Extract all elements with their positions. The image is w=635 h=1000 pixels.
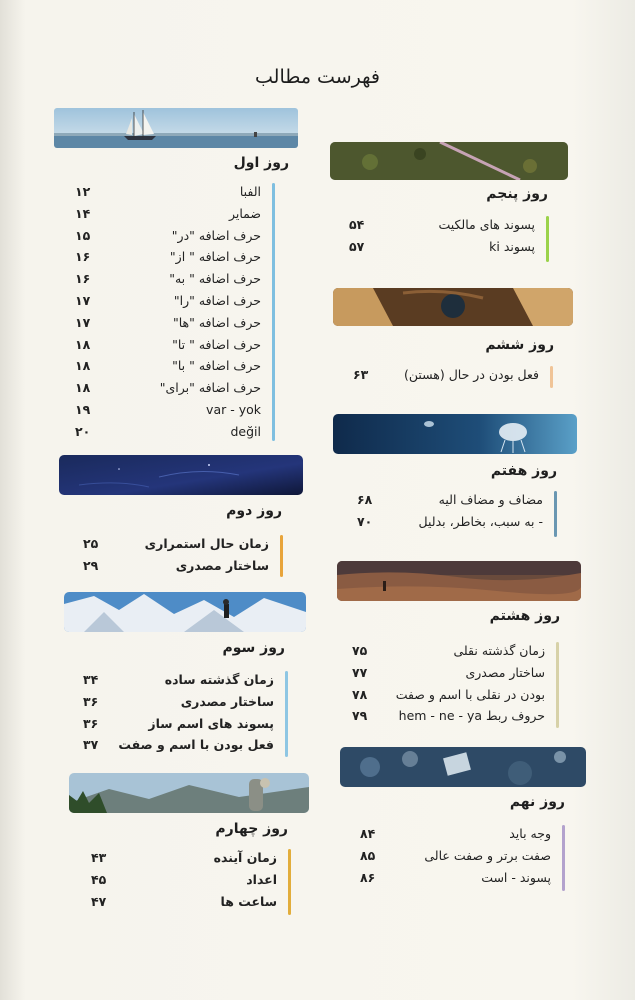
entry-page-number: ۵۷ bbox=[349, 238, 365, 254]
entry-page-number: ۱۸ bbox=[75, 336, 91, 352]
entry-label: değil bbox=[230, 423, 261, 439]
entry-page-number: ۸۶ bbox=[360, 869, 376, 885]
day-5-entries bbox=[349, 214, 549, 258]
entry-page-number: ۵۴ bbox=[349, 217, 365, 232]
entry-label: وجه باید bbox=[509, 826, 551, 841]
underwater-diver-image bbox=[340, 747, 586, 787]
entry-page-number: ۱۶ bbox=[75, 249, 91, 265]
list-item bbox=[353, 364, 553, 386]
list-item bbox=[357, 489, 557, 511]
entry-label: حرف اضافه "را" bbox=[173, 292, 261, 308]
list-item bbox=[75, 246, 275, 268]
jellyfish-image bbox=[333, 414, 577, 454]
list-item bbox=[91, 891, 291, 913]
entry-page-number: ۷۵ bbox=[352, 643, 368, 658]
entry-label: ساختار مصدری bbox=[175, 557, 269, 573]
list-item bbox=[83, 669, 288, 691]
day-7-title: روز هفتم bbox=[490, 463, 557, 479]
day-1-title: روز اول bbox=[233, 155, 289, 171]
entry-label: الفبا bbox=[239, 184, 261, 199]
entry-page-number: ۱۵ bbox=[75, 227, 91, 243]
snow-climber-image bbox=[64, 592, 306, 632]
entry-page-number: ۷۸ bbox=[352, 686, 368, 702]
entry-label: حروف ربط hem - ne - ya bbox=[398, 708, 545, 724]
list-item bbox=[83, 713, 288, 735]
day-2-title: روز دوم bbox=[226, 503, 282, 519]
entry-page-number: ۴۳ bbox=[91, 850, 107, 865]
day-7-entries bbox=[357, 489, 557, 533]
canyon-image bbox=[333, 288, 573, 326]
list-item bbox=[83, 691, 288, 713]
desert-canyon-image bbox=[337, 561, 581, 601]
list-item bbox=[352, 705, 559, 727]
entry-label: حرف اضافه "برای" bbox=[159, 380, 261, 396]
entry-label: زمان گذشته ساده bbox=[164, 672, 274, 687]
entry-label: صفت برتر و صفت عالی bbox=[424, 847, 551, 863]
entry-page-number: ۱۲ bbox=[75, 184, 91, 199]
day-4-title: روز چهارم bbox=[215, 821, 288, 837]
entry-label: فعل بودن با اسم و صفت bbox=[118, 737, 274, 753]
list-item bbox=[83, 533, 283, 555]
entry-label: var - yok bbox=[206, 401, 261, 417]
list-item bbox=[352, 684, 559, 706]
list-item bbox=[360, 867, 565, 889]
list-item bbox=[75, 225, 275, 247]
entry-page-number: ۸۵ bbox=[360, 847, 376, 863]
entry-label: زمان آینده bbox=[213, 850, 277, 865]
entry-label: حرف اضافه " به" bbox=[169, 271, 261, 287]
sailing-ship-image bbox=[54, 108, 298, 148]
list-item bbox=[75, 421, 275, 443]
entry-page-number: ۷۹ bbox=[352, 708, 368, 724]
entry-page-number: ۲۹ bbox=[83, 557, 99, 573]
list-item bbox=[75, 312, 275, 334]
entry-label: پسوند های اسم ساز bbox=[148, 715, 274, 731]
list-item bbox=[349, 214, 549, 236]
day-1-entries bbox=[75, 181, 275, 443]
entry-label: - به سبب، بخاطر، بدلیل bbox=[418, 513, 543, 529]
day-3-title: روز سوم bbox=[222, 640, 285, 656]
day-4-entries bbox=[91, 847, 291, 912]
entry-page-number: ۱۷ bbox=[75, 314, 91, 330]
entry-label: ساختار مصدری bbox=[180, 693, 274, 709]
day-9-entries bbox=[360, 823, 565, 888]
list-item bbox=[360, 823, 565, 845]
entry-page-number: ۴۵ bbox=[91, 871, 107, 887]
entry-page-number: ۲۰ bbox=[75, 423, 91, 439]
list-item bbox=[75, 290, 275, 312]
day-3-entries bbox=[83, 669, 288, 756]
entry-page-number: ۴۷ bbox=[91, 893, 107, 909]
entry-page-number: ۱۸ bbox=[75, 358, 91, 374]
list-item bbox=[360, 845, 565, 867]
entry-page-number: ۷۰ bbox=[357, 513, 373, 529]
entry-label: مضاف و مضاف الیه bbox=[438, 492, 543, 507]
entry-label: زمان گذشته نقلی bbox=[453, 643, 545, 658]
entry-label: ساعت ها bbox=[220, 893, 277, 909]
list-item bbox=[91, 869, 291, 891]
night-sky-image bbox=[59, 455, 303, 495]
entry-page-number: ۶۸ bbox=[357, 492, 373, 507]
entry-page-number: ۳۷ bbox=[83, 737, 99, 753]
entry-page-number: ۱۴ bbox=[75, 205, 91, 221]
entry-label: ضمایر bbox=[228, 205, 261, 221]
entry-label: اعداد bbox=[246, 871, 277, 887]
entry-page-number: ۶۳ bbox=[353, 367, 369, 382]
list-item bbox=[75, 181, 275, 203]
day-2-entries bbox=[83, 533, 283, 577]
entry-label: پسوند های مالکیت bbox=[438, 217, 535, 232]
entry-page-number: ۷۷ bbox=[352, 664, 368, 680]
day-6-title: روز ششم bbox=[485, 337, 554, 353]
day-9-title: روز نهم bbox=[509, 794, 565, 810]
entry-page-number: ۳۶ bbox=[83, 715, 99, 731]
list-item bbox=[75, 334, 275, 356]
list-item bbox=[349, 236, 549, 258]
list-item bbox=[75, 268, 275, 290]
list-item bbox=[75, 203, 275, 225]
day-5-title: روز پنجم bbox=[486, 186, 548, 202]
entry-page-number: ۸۴ bbox=[360, 826, 376, 841]
entry-label: ساختار مصدری bbox=[465, 664, 545, 680]
entry-label: حرف اضافه "ها" bbox=[172, 314, 261, 330]
page-title: فهرست مطالب bbox=[255, 66, 380, 88]
list-item bbox=[83, 734, 288, 756]
list-item bbox=[75, 355, 275, 377]
entry-label: پسوند - است bbox=[481, 869, 551, 885]
entry-page-number: ۲۵ bbox=[83, 536, 99, 551]
list-item bbox=[352, 662, 559, 684]
entry-label: زمان حال استمراری bbox=[144, 536, 269, 551]
entry-label: حرف اضافه "در" bbox=[171, 227, 261, 243]
day-8-entries bbox=[352, 640, 559, 727]
entry-page-number: ۱۹ bbox=[75, 401, 91, 417]
entry-page-number: ۱۶ bbox=[75, 271, 91, 287]
list-item bbox=[357, 511, 557, 533]
day-8-title: روز هشتم bbox=[489, 608, 560, 624]
entry-label: حرف اضافه " تا" bbox=[172, 336, 261, 352]
forest-aerial-image bbox=[330, 142, 568, 180]
day-6-entries bbox=[353, 364, 553, 386]
list-item bbox=[75, 377, 275, 399]
list-item bbox=[75, 399, 275, 421]
entry-page-number: ۱۷ bbox=[75, 292, 91, 308]
entry-page-number: ۳۴ bbox=[83, 672, 99, 687]
entry-label: حرف اضافه " از" bbox=[169, 249, 261, 265]
mountain-hiker-image bbox=[69, 773, 309, 813]
entry-label: فعل بودن در حال (هستن) bbox=[403, 367, 539, 382]
list-item bbox=[91, 847, 291, 869]
list-item bbox=[352, 640, 559, 662]
entry-page-number: ۳۶ bbox=[83, 693, 99, 709]
entry-page-number: ۱۸ bbox=[75, 380, 91, 396]
entry-label: پسوند ki bbox=[489, 238, 535, 254]
entry-label: بودن در نقلی با اسم و صفت bbox=[395, 686, 545, 702]
entry-label: حرف اضافه " با" bbox=[172, 358, 261, 374]
list-item bbox=[83, 555, 283, 577]
